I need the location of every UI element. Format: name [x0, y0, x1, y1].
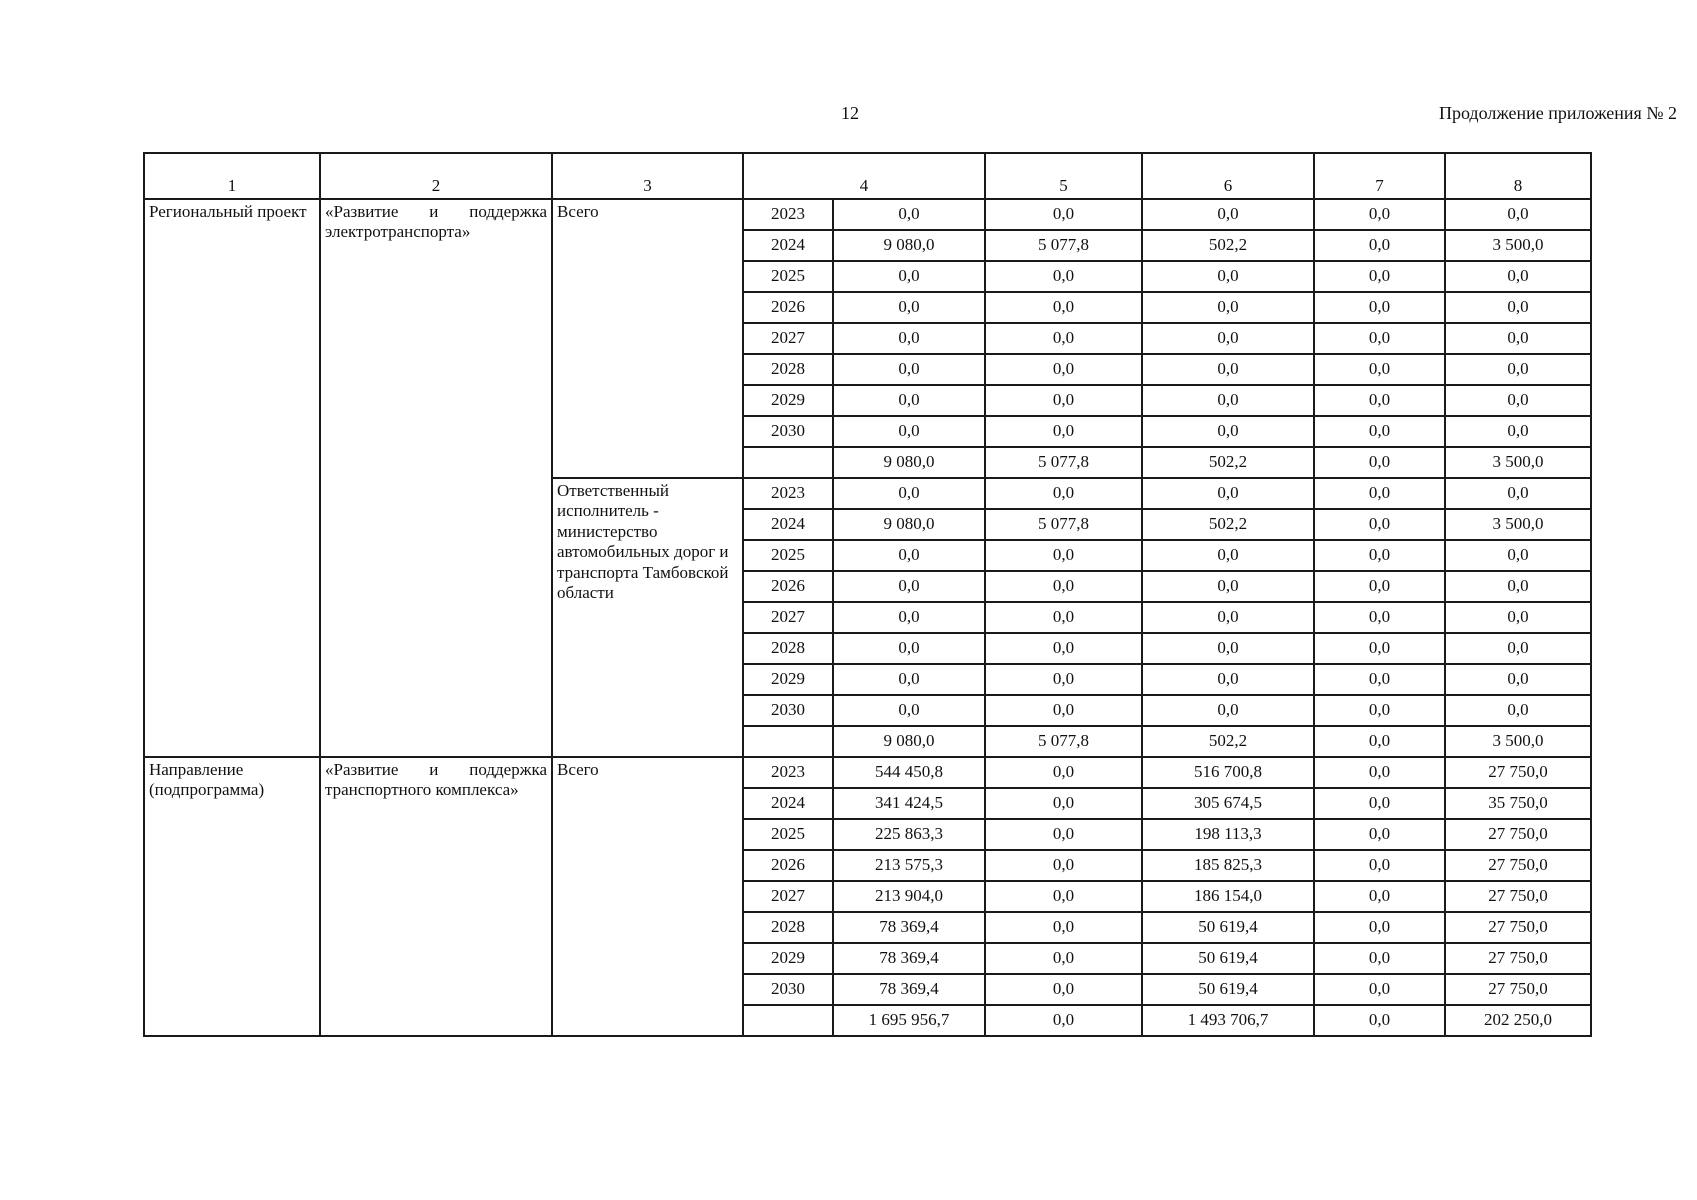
- column-header: 1: [144, 153, 320, 199]
- year-cell: 2024: [743, 230, 833, 261]
- value-col7: 0,0: [1314, 292, 1445, 323]
- value-col7: 0,0: [1314, 540, 1445, 571]
- value-col5: 0,0: [985, 540, 1142, 571]
- value-col8: 0,0: [1445, 664, 1591, 695]
- value-col6: 0,0: [1142, 571, 1314, 602]
- value-col6: 0,0: [1142, 695, 1314, 726]
- value-col4: 0,0: [833, 540, 985, 571]
- year-cell: 2025: [743, 261, 833, 292]
- value-col4: 0,0: [833, 199, 985, 230]
- value-col5: 0,0: [985, 633, 1142, 664]
- value-col8: 3 500,0: [1445, 230, 1591, 261]
- year-cell: 2023: [743, 478, 833, 509]
- value-col6: 0,0: [1142, 199, 1314, 230]
- year-cell: 2027: [743, 323, 833, 354]
- year-cell: 2024: [743, 509, 833, 540]
- value-col7: 0,0: [1314, 385, 1445, 416]
- value-col4: 9 080,0: [833, 230, 985, 261]
- value-col6: 185 825,3: [1142, 850, 1314, 881]
- value-col6: 50 619,4: [1142, 943, 1314, 974]
- value-col5: 5 077,8: [985, 726, 1142, 757]
- column-header: 7: [1314, 153, 1445, 199]
- value-col6: 516 700,8: [1142, 757, 1314, 788]
- value-col7: 0,0: [1314, 323, 1445, 354]
- column-header: 8: [1445, 153, 1591, 199]
- value-col8: 3 500,0: [1445, 447, 1591, 478]
- value-col4: 78 369,4: [833, 943, 985, 974]
- year-cell: 2024: [743, 788, 833, 819]
- value-col6: 502,2: [1142, 230, 1314, 261]
- value-col7: 0,0: [1314, 726, 1445, 757]
- value-col4: 0,0: [833, 354, 985, 385]
- value-col5: 0,0: [985, 943, 1142, 974]
- value-col5: 0,0: [985, 1005, 1142, 1036]
- value-col5: 0,0: [985, 261, 1142, 292]
- value-col5: 5 077,8: [985, 230, 1142, 261]
- value-col6: 0,0: [1142, 292, 1314, 323]
- year-cell: 2023: [743, 757, 833, 788]
- table-row: [144, 757, 1591, 788]
- value-col6: 502,2: [1142, 509, 1314, 540]
- value-col4: 341 424,5: [833, 788, 985, 819]
- value-col7: 0,0: [1314, 664, 1445, 695]
- page-number: 12: [841, 103, 859, 123]
- value-col8: 0,0: [1445, 571, 1591, 602]
- value-col8: 0,0: [1445, 540, 1591, 571]
- value-col8: 3 500,0: [1445, 726, 1591, 757]
- value-col5: 0,0: [985, 385, 1142, 416]
- value-col7: 0,0: [1314, 1005, 1445, 1036]
- value-col4: 0,0: [833, 385, 985, 416]
- value-col6: 1 493 706,7: [1142, 1005, 1314, 1036]
- value-col6: 186 154,0: [1142, 881, 1314, 912]
- value-col4: 78 369,4: [833, 912, 985, 943]
- executor-cell: Всего: [552, 757, 743, 1036]
- table-row: [144, 199, 1591, 230]
- value-col8: 27 750,0: [1445, 912, 1591, 943]
- value-col8: 0,0: [1445, 695, 1591, 726]
- column-header: 6: [1142, 153, 1314, 199]
- value-col4: 0,0: [833, 695, 985, 726]
- value-col6: 0,0: [1142, 540, 1314, 571]
- value-col8: 202 250,0: [1445, 1005, 1591, 1036]
- year-cell: 2028: [743, 354, 833, 385]
- value-col7: 0,0: [1314, 788, 1445, 819]
- year-cell: 2025: [743, 540, 833, 571]
- year-cell: 2026: [743, 571, 833, 602]
- value-col6: 50 619,4: [1142, 912, 1314, 943]
- value-col6: 198 113,3: [1142, 819, 1314, 850]
- value-col4: 225 863,3: [833, 819, 985, 850]
- value-col4: 0,0: [833, 292, 985, 323]
- value-col8: 0,0: [1445, 602, 1591, 633]
- value-col5: 0,0: [985, 974, 1142, 1005]
- value-col5: 0,0: [985, 757, 1142, 788]
- value-col5: 0,0: [985, 850, 1142, 881]
- value-col5: 0,0: [985, 912, 1142, 943]
- year-cell: 2027: [743, 602, 833, 633]
- value-col6: 0,0: [1142, 416, 1314, 447]
- budget-table: [143, 152, 1592, 1037]
- value-col5: 5 077,8: [985, 447, 1142, 478]
- value-col4: 0,0: [833, 602, 985, 633]
- value-col6: 502,2: [1142, 726, 1314, 757]
- value-col7: 0,0: [1314, 881, 1445, 912]
- value-col4: 0,0: [833, 261, 985, 292]
- value-col7: 0,0: [1314, 571, 1445, 602]
- year-cell: 2028: [743, 633, 833, 664]
- value-col5: 0,0: [985, 354, 1142, 385]
- value-col4: 544 450,8: [833, 757, 985, 788]
- value-col8: 0,0: [1445, 478, 1591, 509]
- value-col7: 0,0: [1314, 695, 1445, 726]
- column-header-row: [144, 153, 1591, 199]
- value-col8: 3 500,0: [1445, 509, 1591, 540]
- value-col5: 0,0: [985, 323, 1142, 354]
- executor-cell: Всего: [552, 199, 743, 478]
- value-col8: 0,0: [1445, 199, 1591, 230]
- value-col5: 5 077,8: [985, 509, 1142, 540]
- value-col5: 0,0: [985, 881, 1142, 912]
- year-cell: 2026: [743, 850, 833, 881]
- value-col4: 1 695 956,7: [833, 1005, 985, 1036]
- value-col7: 0,0: [1314, 633, 1445, 664]
- year-cell: 2023: [743, 199, 833, 230]
- value-col5: 0,0: [985, 571, 1142, 602]
- value-col5: 0,0: [985, 478, 1142, 509]
- column-header: 2: [320, 153, 552, 199]
- value-col8: 0,0: [1445, 385, 1591, 416]
- value-col6: 305 674,5: [1142, 788, 1314, 819]
- value-col5: 0,0: [985, 695, 1142, 726]
- value-col4: 213 904,0: [833, 881, 985, 912]
- value-col4: 0,0: [833, 323, 985, 354]
- value-col7: 0,0: [1314, 261, 1445, 292]
- year-cell: 2030: [743, 974, 833, 1005]
- value-col7: 0,0: [1314, 943, 1445, 974]
- value-col7: 0,0: [1314, 974, 1445, 1005]
- value-col8: 27 750,0: [1445, 850, 1591, 881]
- value-col5: 0,0: [985, 664, 1142, 695]
- value-col8: 0,0: [1445, 633, 1591, 664]
- value-col6: 0,0: [1142, 602, 1314, 633]
- year-cell: 2026: [743, 292, 833, 323]
- value-col4: 213 575,3: [833, 850, 985, 881]
- value-col6: 0,0: [1142, 633, 1314, 664]
- value-col7: 0,0: [1314, 447, 1445, 478]
- value-col4: 0,0: [833, 633, 985, 664]
- value-col7: 0,0: [1314, 757, 1445, 788]
- value-col4: 0,0: [833, 478, 985, 509]
- year-cell: [743, 1005, 833, 1036]
- value-col4: 0,0: [833, 571, 985, 602]
- value-col7: 0,0: [1314, 850, 1445, 881]
- value-col7: 0,0: [1314, 354, 1445, 385]
- year-cell: 2028: [743, 912, 833, 943]
- column-header: 4: [743, 153, 985, 199]
- year-cell: 2025: [743, 819, 833, 850]
- value-col7: 0,0: [1314, 819, 1445, 850]
- value-col5: 0,0: [985, 819, 1142, 850]
- value-col5: 0,0: [985, 602, 1142, 633]
- value-col8: 27 750,0: [1445, 943, 1591, 974]
- appendix-continuation-note: Продолжение приложения № 2: [1438, 103, 1677, 123]
- value-col8: 35 750,0: [1445, 788, 1591, 819]
- column-header: 3: [552, 153, 743, 199]
- value-col7: 0,0: [1314, 416, 1445, 447]
- value-col8: 0,0: [1445, 261, 1591, 292]
- section-type-cell: Направление (подпрограмма): [144, 757, 320, 1036]
- value-col7: 0,0: [1314, 230, 1445, 261]
- value-col8: 27 750,0: [1445, 974, 1591, 1005]
- value-col5: 0,0: [985, 788, 1142, 819]
- value-col8: 0,0: [1445, 416, 1591, 447]
- value-col4: 0,0: [833, 664, 985, 695]
- section-type-cell: Региональный проект: [144, 199, 320, 757]
- executor-cell: Ответственный исполнитель - министерство автомобильных дорог и транспорта Тамбовской области: [552, 478, 743, 757]
- value-col6: 0,0: [1142, 354, 1314, 385]
- year-cell: 2030: [743, 416, 833, 447]
- section-title-cell: «Развитие и поддержка электротранспорта»: [320, 199, 552, 757]
- year-cell: 2029: [743, 664, 833, 695]
- value-col6: 0,0: [1142, 478, 1314, 509]
- value-col7: 0,0: [1314, 912, 1445, 943]
- year-cell: 2029: [743, 385, 833, 416]
- year-cell: 2030: [743, 695, 833, 726]
- value-col7: 0,0: [1314, 478, 1445, 509]
- value-col6: 0,0: [1142, 664, 1314, 695]
- value-col4: 0,0: [833, 416, 985, 447]
- value-col5: 0,0: [985, 416, 1142, 447]
- value-col6: 0,0: [1142, 261, 1314, 292]
- value-col6: 502,2: [1142, 447, 1314, 478]
- year-cell: [743, 726, 833, 757]
- value-col4: 9 080,0: [833, 509, 985, 540]
- year-cell: [743, 447, 833, 478]
- value-col6: 0,0: [1142, 385, 1314, 416]
- value-col8: 27 750,0: [1445, 757, 1591, 788]
- value-col8: 0,0: [1445, 354, 1591, 385]
- year-cell: 2027: [743, 881, 833, 912]
- value-col8: 27 750,0: [1445, 819, 1591, 850]
- value-col7: 0,0: [1314, 509, 1445, 540]
- value-col7: 0,0: [1314, 602, 1445, 633]
- value-col5: 0,0: [985, 199, 1142, 230]
- value-col8: 0,0: [1445, 292, 1591, 323]
- value-col8: 0,0: [1445, 323, 1591, 354]
- section-title-cell: «Развитие и поддержка транспортного комплекса»: [320, 757, 552, 1036]
- value-col6: 0,0: [1142, 323, 1314, 354]
- value-col6: 50 619,4: [1142, 974, 1314, 1005]
- column-header: 5: [985, 153, 1142, 199]
- value-col8: 27 750,0: [1445, 881, 1591, 912]
- value-col5: 0,0: [985, 292, 1142, 323]
- value-col4: 78 369,4: [833, 974, 985, 1005]
- value-col4: 9 080,0: [833, 726, 985, 757]
- value-col7: 0,0: [1314, 199, 1445, 230]
- year-cell: 2029: [743, 943, 833, 974]
- value-col4: 9 080,0: [833, 447, 985, 478]
